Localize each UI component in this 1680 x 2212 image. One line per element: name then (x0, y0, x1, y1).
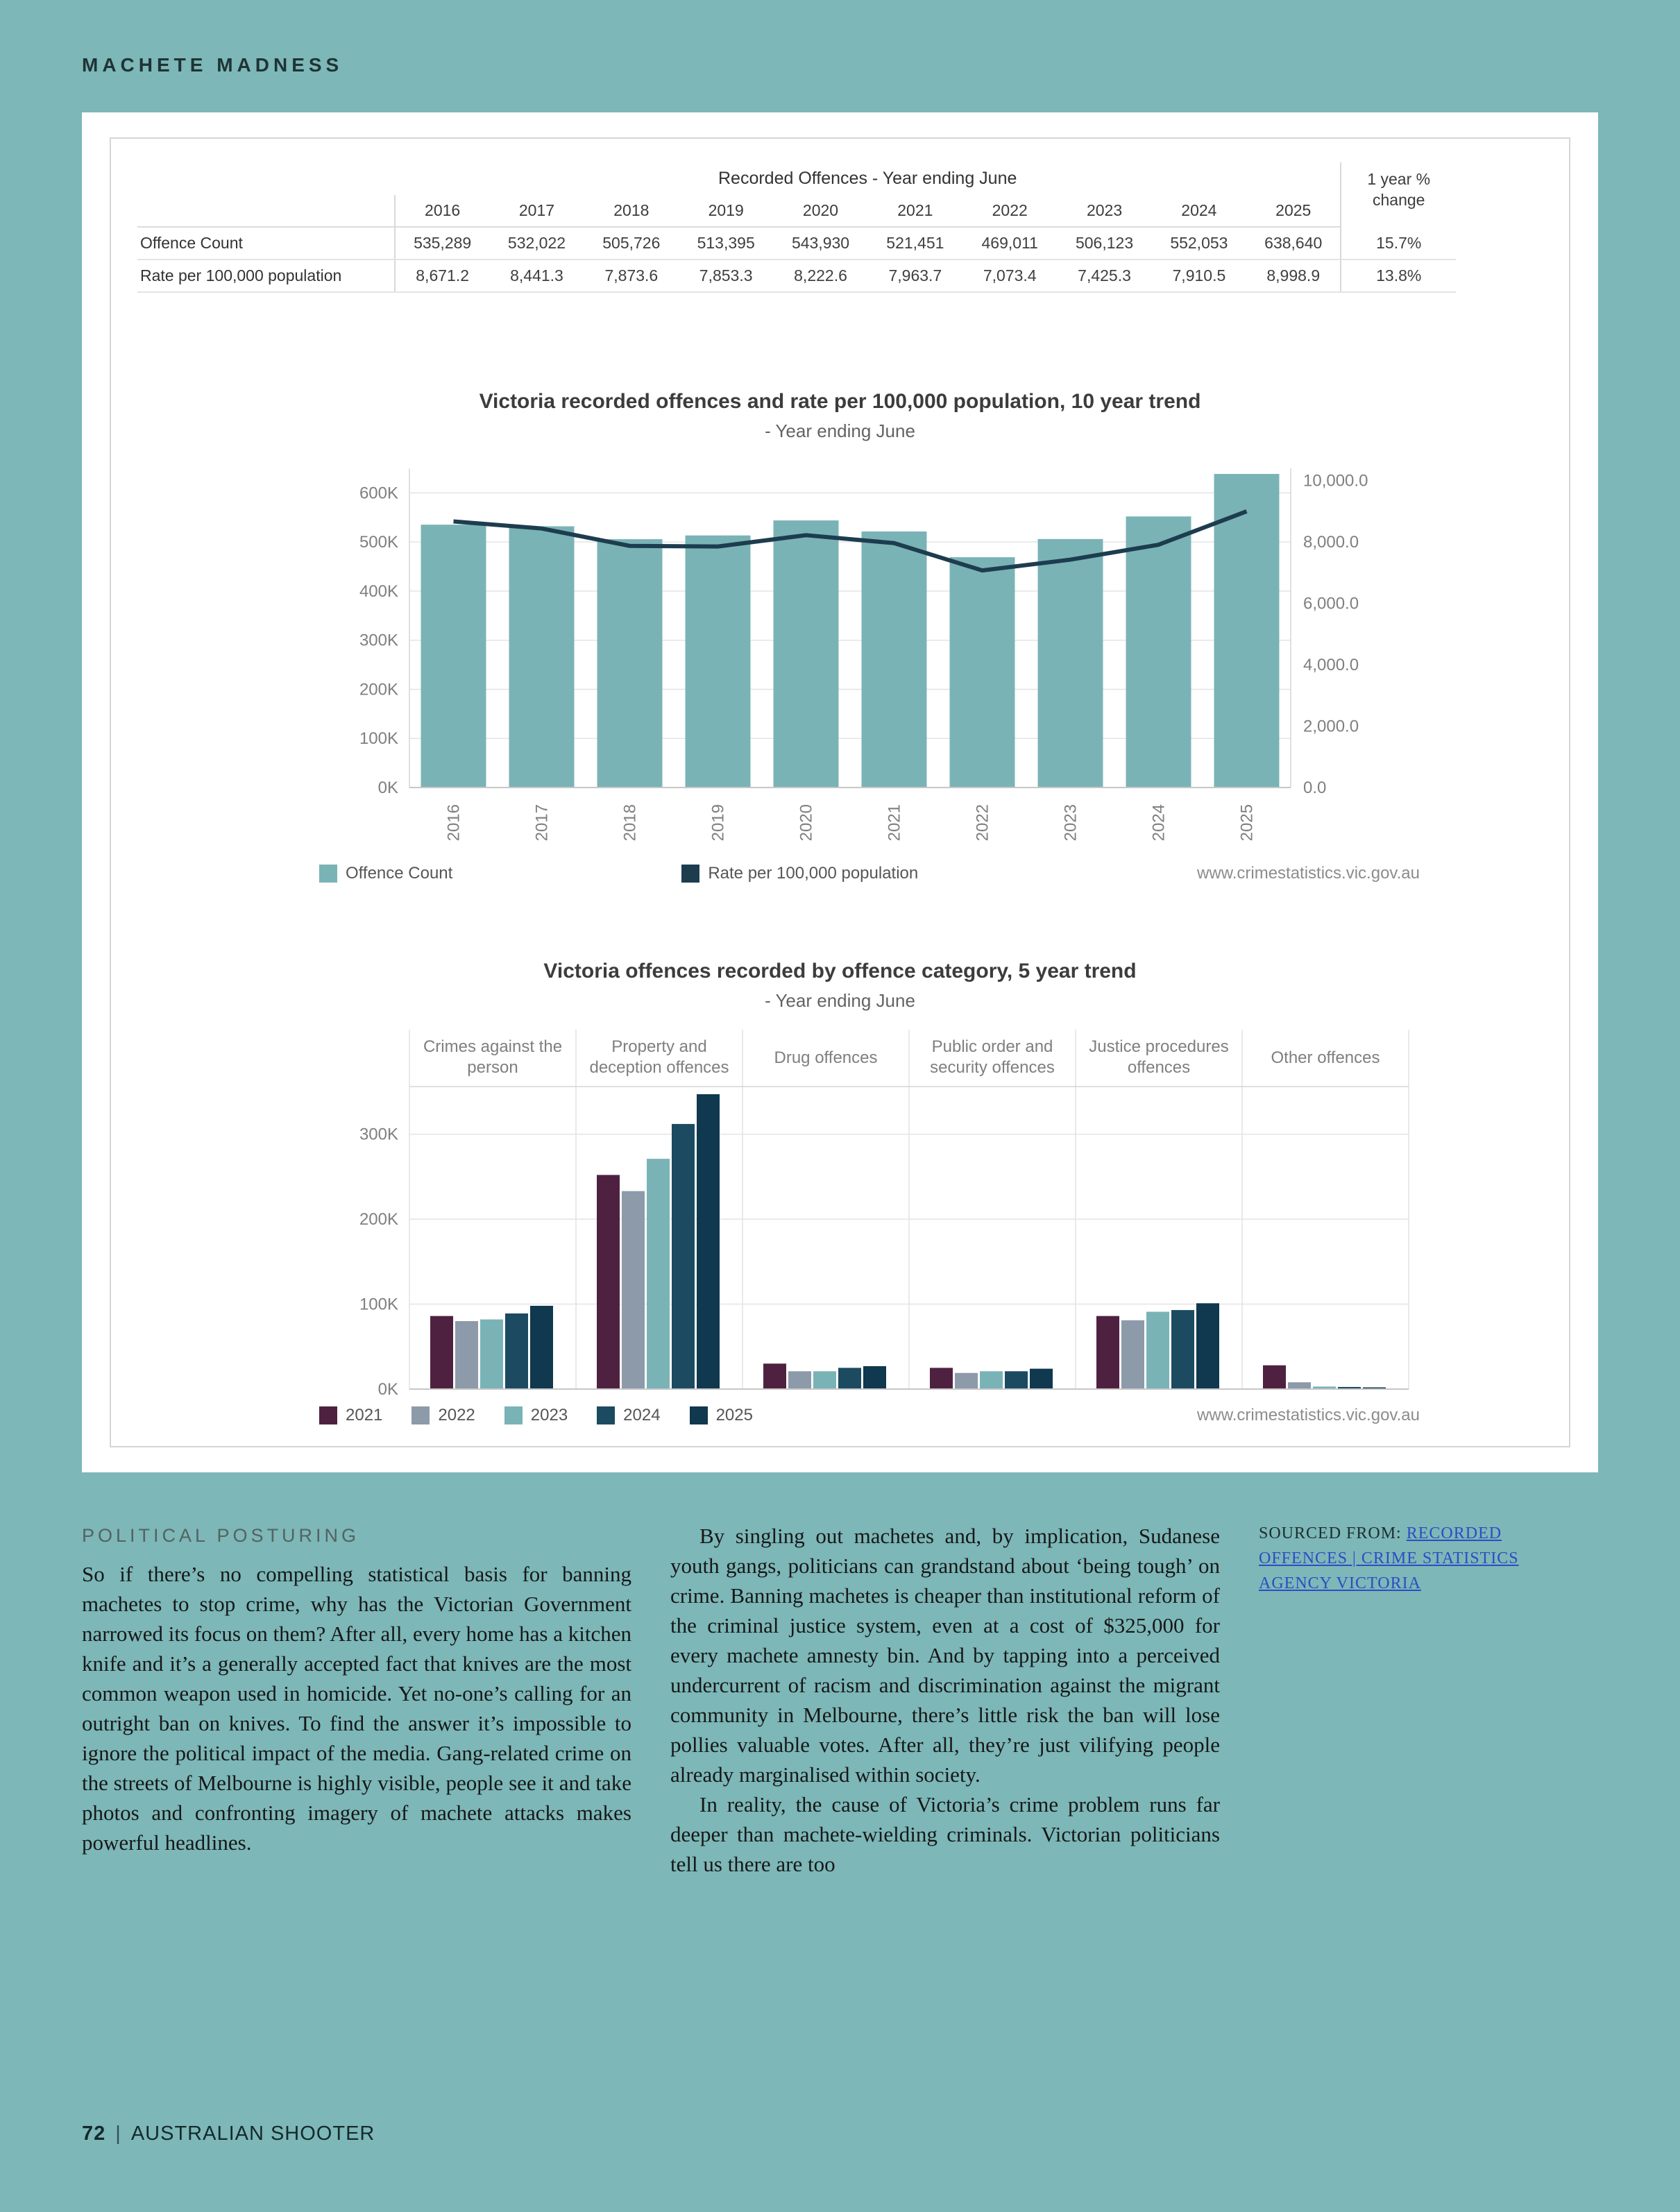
table-title-row (137, 162, 1456, 195)
year-header: 2017 (489, 195, 584, 227)
year-header: 2021 (868, 195, 962, 227)
legend-label: 2025 (715, 1406, 753, 1424)
bar-2024 (672, 1124, 695, 1389)
chart1-source-url: www.crimestatistics.vic.gov.au (1197, 864, 1420, 883)
legend-label-offence-count: Offence Count (346, 864, 453, 883)
chart2-legend (132, 1406, 1548, 1425)
table-cell: 543,930 (773, 227, 867, 260)
bar-2025 (530, 1306, 553, 1389)
bar-2023 (1146, 1312, 1169, 1389)
article-column-1 (82, 1521, 631, 1879)
table-cell: 532,022 (489, 227, 584, 260)
bar-2024 (838, 1368, 861, 1389)
y-axis-tick: 200K (359, 1210, 398, 1230)
source-prefix: SOURCED FROM: (1259, 1524, 1407, 1542)
paragraph: In reality, the cause of Victoria’s crime problem runs far deeper than machete-wielding criminals. Victorian politicians tell us there are too (670, 1792, 1220, 1876)
change-cell: 13.8% (1341, 260, 1456, 292)
bar-2025 (1030, 1369, 1053, 1389)
table-years-row (137, 195, 1456, 227)
chart1-legend (132, 864, 1548, 883)
bar-2022 (1288, 1382, 1311, 1389)
charts-panel-inner (110, 137, 1570, 1447)
y-axis-tick: 0K (377, 1380, 398, 1399)
legend-swatch-icon (690, 1406, 708, 1424)
table-cell: 7,963.7 (868, 260, 962, 292)
legend-label: 2022 (438, 1406, 475, 1424)
chart2-legend-items (319, 1406, 753, 1425)
chart1-subtitle: - Year ending June (765, 420, 915, 441)
legend-swatch-offence-count-icon (319, 865, 337, 883)
table-cell: 552,053 (1152, 227, 1246, 260)
x-axis-tick: 2016 (444, 804, 464, 842)
table-cell: 8,671.2 (395, 260, 489, 292)
x-axis-tick: 2019 (709, 804, 728, 842)
magazine-name: AUSTRALIAN SHOOTER (130, 2122, 375, 2145)
article (82, 1521, 1598, 1879)
table-corner (137, 162, 395, 195)
offence-count-bar (686, 536, 751, 788)
bar-2023 (813, 1371, 836, 1389)
category-label: Justice procedures (1089, 1037, 1229, 1056)
category-label: Property and (611, 1037, 707, 1056)
chart2-subtitle: - Year ending June (765, 990, 915, 1011)
table-row (137, 260, 1456, 292)
left-axis-tick: 400K (359, 581, 398, 601)
offence-count-bar (597, 539, 663, 788)
x-axis-tick: 2020 (797, 804, 816, 842)
category-label: deception offences (589, 1058, 729, 1077)
bar-2022 (455, 1321, 478, 1389)
table-title: Recorded Offences - Year ending June (718, 169, 1017, 188)
offence-count-bar (862, 531, 927, 788)
bar-2021 (763, 1363, 786, 1389)
bar-2025 (697, 1094, 720, 1389)
legend-swatch-icon (597, 1406, 615, 1424)
legend-swatch-rate-icon (681, 865, 699, 883)
table-cell: 505,726 (584, 227, 679, 260)
x-axis-tick: 2018 (620, 804, 640, 842)
category-chart-svg (132, 1027, 1547, 1402)
page-kicker: MACHETE MADNESS (82, 54, 343, 76)
bar-2025 (1196, 1303, 1219, 1389)
left-axis-tick: 300K (359, 631, 398, 650)
table-cell: 7,425.3 (1057, 260, 1151, 292)
bar-2023 (480, 1320, 503, 1389)
bar-2023 (647, 1159, 670, 1389)
right-axis-tick: 6,000.0 (1303, 594, 1359, 613)
bar-2023 (980, 1371, 1003, 1389)
x-axis-tick: 2024 (1149, 804, 1169, 842)
legend-swatch-icon (504, 1406, 523, 1424)
legend-item-offence-count (319, 864, 452, 883)
y-axis-tick: 300K (359, 1125, 398, 1144)
bar-2022 (788, 1371, 811, 1389)
category-chart (132, 960, 1548, 1425)
source-note (1259, 1521, 1585, 1879)
right-axis-tick: 2,000.0 (1303, 717, 1359, 736)
x-axis-tick: 2021 (885, 804, 904, 842)
bar-2021 (430, 1316, 453, 1389)
left-axis-tick: 100K (359, 729, 398, 749)
charts-panel (82, 112, 1598, 1472)
legend-item-rate (681, 864, 918, 883)
bar-2022 (622, 1191, 645, 1389)
table-cell: 513,395 (679, 227, 773, 260)
category-label: offences (1127, 1058, 1191, 1077)
article-column-2 (670, 1521, 1220, 1879)
table-cell: 506,123 (1057, 227, 1151, 260)
section-heading: POLITICAL POSTURING (82, 1525, 360, 1546)
right-axis-tick: 8,000.0 (1303, 533, 1359, 552)
chart2-source-url: www.crimestatistics.vic.gov.au (1197, 1406, 1420, 1424)
table-cell: 638,640 (1246, 227, 1341, 260)
legend-item-2024 (597, 1406, 660, 1425)
right-axis-tick: 4,000.0 (1303, 656, 1359, 675)
table-cell: 7,853.3 (679, 260, 773, 292)
chart2-title: Victoria offences recorded by offence category, 5 year trend (543, 960, 1137, 982)
article-column-1-text (82, 1559, 631, 1857)
page-footer (82, 2122, 1598, 2145)
legend-item-2022 (411, 1406, 475, 1425)
bar-2022 (955, 1373, 978, 1389)
legend-swatch-icon (411, 1406, 430, 1424)
legend-label: 2021 (346, 1406, 383, 1424)
y-axis-tick: 100K (359, 1295, 398, 1314)
row-label: Rate per 100,000 population (137, 260, 395, 292)
recorded-offences-table (137, 162, 1456, 293)
category-label: Other offences (1271, 1048, 1380, 1067)
left-axis-tick: 600K (359, 484, 398, 503)
table-cell: 8,998.9 (1246, 260, 1341, 292)
combo-chart (132, 390, 1548, 883)
table-cell: 521,451 (868, 227, 962, 260)
legend-label-rate: Rate per 100,000 population (708, 864, 919, 883)
table-cell: 7,910.5 (1152, 260, 1246, 292)
year-header: 2019 (679, 195, 773, 227)
combo-chart-svg (132, 457, 1547, 860)
table-corner (137, 195, 395, 227)
x-axis-tick: 2017 (532, 804, 552, 842)
table-change-header: 1 year % change (1341, 162, 1456, 227)
year-header: 2023 (1057, 195, 1151, 227)
category-label: security offences (930, 1058, 1055, 1077)
category-label: Crimes against the (423, 1037, 563, 1056)
left-axis-tick: 200K (359, 680, 398, 699)
legend-label: 2023 (530, 1406, 568, 1424)
legend-swatch-icon (319, 1406, 337, 1424)
offence-count-bar (509, 526, 575, 788)
table-row (137, 227, 1456, 260)
bar-2025 (863, 1366, 886, 1389)
page-number: 72 (82, 2122, 106, 2145)
bar-2021 (930, 1368, 953, 1389)
bar-2024 (505, 1313, 528, 1389)
legend-label: 2024 (623, 1406, 661, 1424)
legend-item-2025 (690, 1406, 753, 1425)
offence-count-bar (421, 525, 486, 788)
right-axis-tick: 10,000.0 (1303, 471, 1368, 491)
year-header: 2016 (395, 195, 489, 227)
row-label: Offence Count (137, 227, 395, 260)
year-header: 2018 (584, 195, 679, 227)
bar-2024 (1171, 1310, 1194, 1389)
bar-2021 (1263, 1366, 1286, 1389)
right-axis-tick: 0.0 (1303, 779, 1327, 797)
offence-count-bar (950, 557, 1015, 788)
article-column-2-text (670, 1521, 1220, 1879)
table-cell: 469,011 (962, 227, 1057, 260)
left-axis-tick: 0K (377, 779, 398, 797)
offence-count-bar (774, 520, 839, 788)
bar-2022 (1121, 1320, 1144, 1389)
paragraph: So if there’s no compelling statistical basis for banning machetes to stop crime, why has the Victorian Government narrowed its focus on them? After all, every home has a kitchen knife and it’s a generally accepted fact that knives are the most common weapon used in homicide. Yet no-one’s calling for an outright ban on knives. To find the answer it’s impossible to ignore the political impact of the media. Gang-related crime on the streets of Melbourne is highly visible, people see it and take photos and confronting imagery of machete attacks makes powerful headlines. (82, 1562, 631, 1855)
category-label: Public order and (931, 1037, 1053, 1056)
category-label: Drug offences (774, 1048, 878, 1067)
table-cell: 8,222.6 (773, 260, 867, 292)
legend-item-2023 (504, 1406, 568, 1425)
x-axis-tick: 2023 (1061, 804, 1080, 842)
offence-count-bar (1038, 539, 1103, 788)
table-cell: 8,441.3 (489, 260, 584, 292)
x-axis-tick: 2022 (973, 804, 992, 842)
change-cell: 15.7% (1341, 227, 1456, 260)
chart1-title: Victoria recorded offences and rate per 100,000 population, 10 year trend (479, 390, 1201, 413)
year-header: 2022 (962, 195, 1057, 227)
table-cell: 7,073.4 (962, 260, 1057, 292)
year-header: 2024 (1152, 195, 1246, 227)
category-label: person (467, 1058, 518, 1077)
bar-2021 (1096, 1316, 1119, 1389)
footer-separator: | (115, 2122, 121, 2145)
source-link[interactable]: RECORDED OFFENCES | CRIME STATISTICS AGENCY VICTORIA (1259, 1524, 1519, 1592)
year-header: 2025 (1246, 195, 1341, 227)
x-axis-tick: 2025 (1237, 804, 1257, 842)
bar-2021 (597, 1175, 620, 1389)
paragraph: By singling out machetes and, by implication, Sudanese youth gangs, politicians can grandstand about ‘being tough’ on crime. Banning machetes is cheaper than institutional reform of the criminal justice system, even at a cost of $325,000 for every machete amnesty bin. And by tapping into a perceived undercurrent of racism and discrimination against the migrant community in Melbourne, there’s little risk the ban will lose pollies valuable votes. After all, they’re just vilifying people already marginalised within society. (670, 1524, 1220, 1787)
left-axis-tick: 500K (359, 533, 398, 552)
offence-count-bar (1126, 516, 1191, 788)
table-cell: 7,873.6 (584, 260, 679, 292)
table-cell: 535,289 (395, 227, 489, 260)
bar-2024 (1005, 1371, 1028, 1389)
legend-item-2021 (319, 1406, 382, 1425)
year-header: 2020 (773, 195, 867, 227)
